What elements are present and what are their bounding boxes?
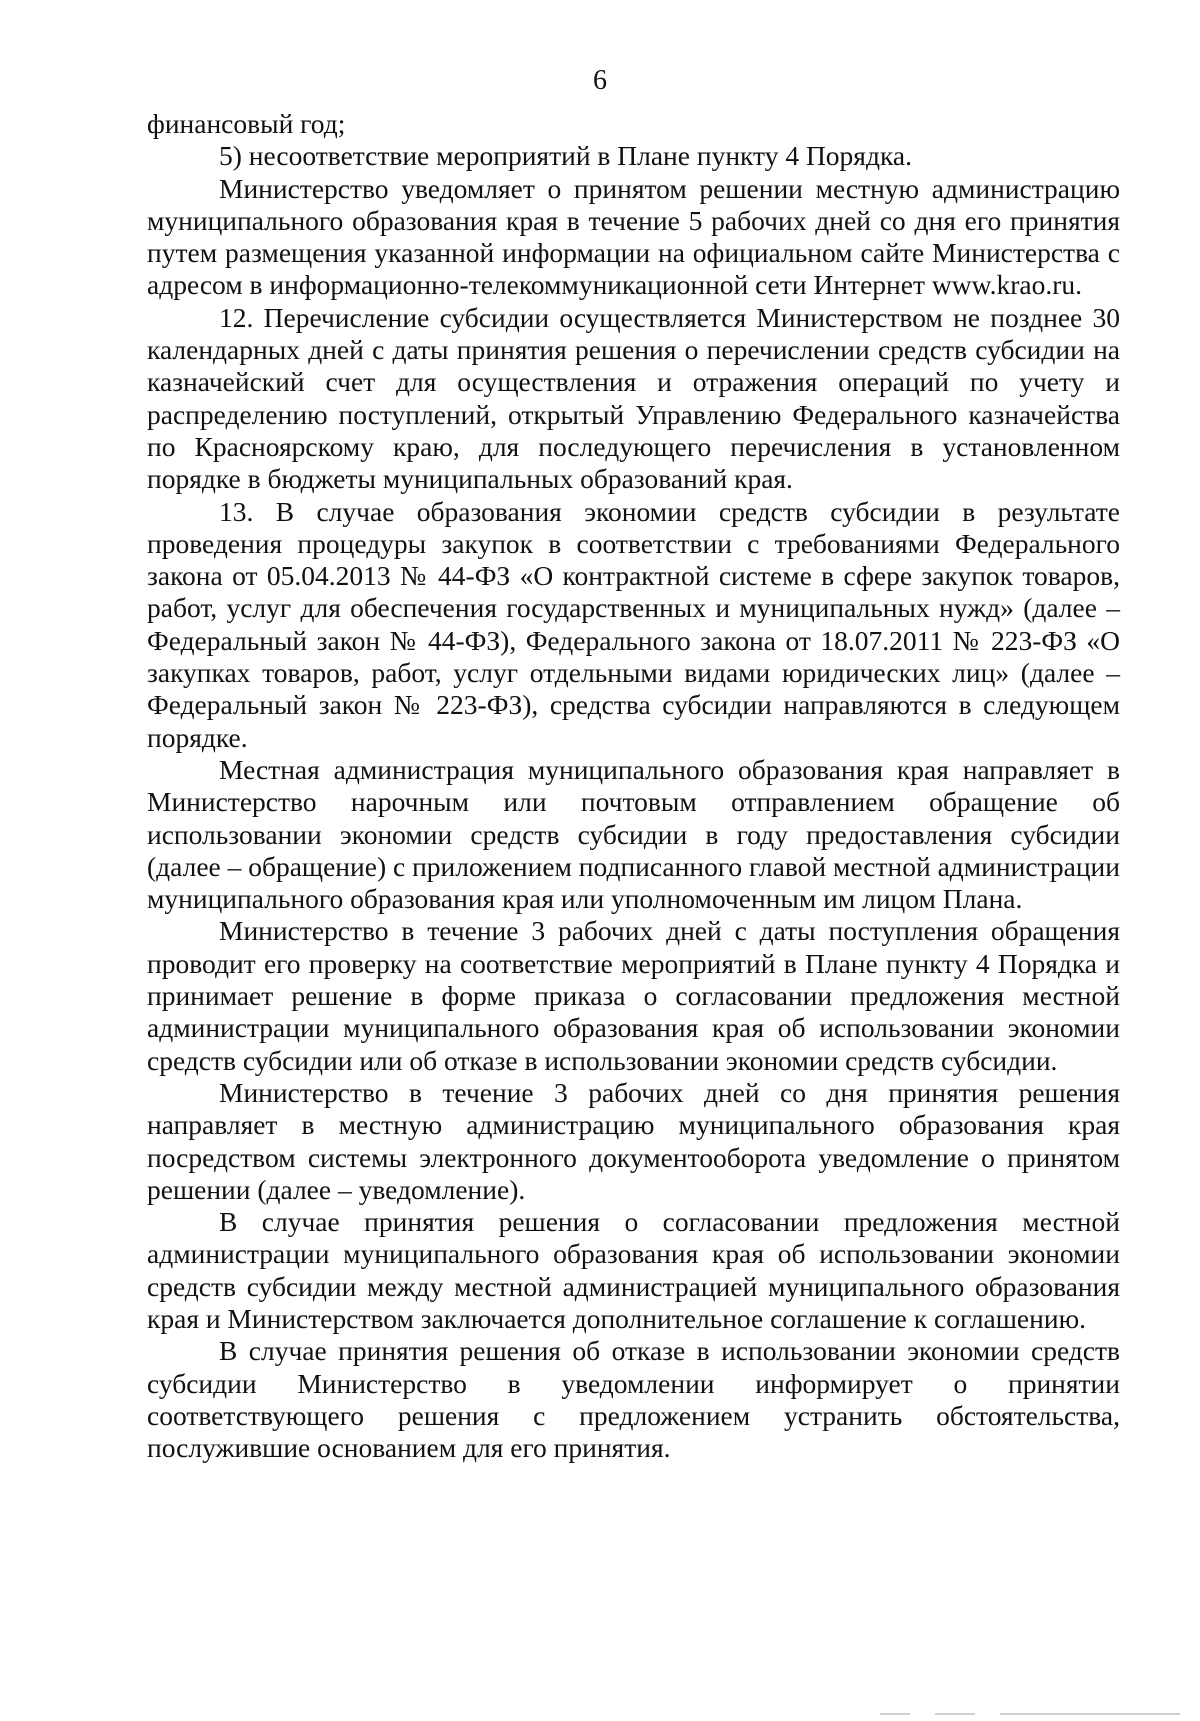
- scan-artifact: [1000, 1713, 1180, 1715]
- paragraph-10: В случае принятия решения об отказе в использовании экономии средств субсидии Министерство в уведомлении информирует о принятии соответствующего решения с предложением устранить обстоятельства, послужившие основанием для его принятия.: [147, 1335, 1120, 1464]
- paragraph-3: Министерство уведомляет о принятом решении местную администрацию муниципального образования края в течение 5 рабочих дней со дня его принятия путем размещения указанной информации на официальном сайте Министерства с адресом в информационно-телекоммуникационной сети Интернет www.krao.ru.: [147, 172, 1120, 301]
- page-number: 6: [593, 65, 607, 96]
- paragraph-5: 13. В случае образования экономии средств субсидии в результате проведения процедуры закупок в соответствии с требованиями Федерального закона от 05.04.2013 № 44-ФЗ «О контрактной системе в сфере закупок товаров, работ, услуг для обеспечения государственных и муниципальных нужд» (далее – Федеральный закон № 44-ФЗ), Федерального закона от 18.07.2011 № 223-ФЗ «О закупках товаров, работ, услуг отдельными видами юридических лиц» (далее – Федеральный закон № 223-ФЗ), средства субсидии направляются в следующем порядке.: [147, 495, 1120, 753]
- document-body: [147, 108, 1120, 1464]
- paragraph-1: финансовый год;: [147, 108, 346, 139]
- paragraph-9: В случае принятия решения о согласовании предложения местной администрации муниципального образования края об использовании экономии средств субсидии между местной администрацией муниципального образования края и Министерством заключается дополнительное соглашение к соглашению.: [147, 1206, 1120, 1334]
- scan-artifact: [880, 1713, 910, 1715]
- paragraph-4: 12. Перечисление субсидии осуществляется Министерством не позднее 30 календарных дней с даты принятия решения о перечислении средств субсидии на казначейский счет для осуществления и отражения операций по учету и распределению поступлений, открытый Управлению Федерального казначейства по Красноярскому краю, для последующего перечисления в установленном порядке в бюджеты муниципальных образований края.: [147, 301, 1120, 495]
- paragraph-8: Министерство в течение 3 рабочих дней со дня принятия решения направляет в местную администрацию муниципального образования края посредством системы электронного документооборота уведомление о принятом решении (далее – уведомление).: [147, 1076, 1120, 1205]
- paragraph-2: 5) несоответствие мероприятий в Плане пункту 4 Порядка.: [219, 140, 912, 172]
- scan-artifact: [935, 1713, 975, 1715]
- paragraph-6: Местная администрация муниципального образования края направляет в Министерство нарочным или почтовым отправлением обращение об использовании экономии средств субсидии в году предоставления субсидии (далее – обращение) с приложением подписанного главой местной администрации муниципального образования края или уполномоченным им лицом Плана.: [147, 753, 1120, 915]
- paragraph-7: Министерство в течение 3 рабочих дней с даты поступления обращения проводит его проверку на соответствие мероприятий в Плане пункту 4 Порядка и принимает решение в форме приказа о согласовании предложения местной администрации муниципального образования края об использовании экономии средств субсидии или об отказе в использовании экономии средств субсидии.: [147, 915, 1120, 1076]
